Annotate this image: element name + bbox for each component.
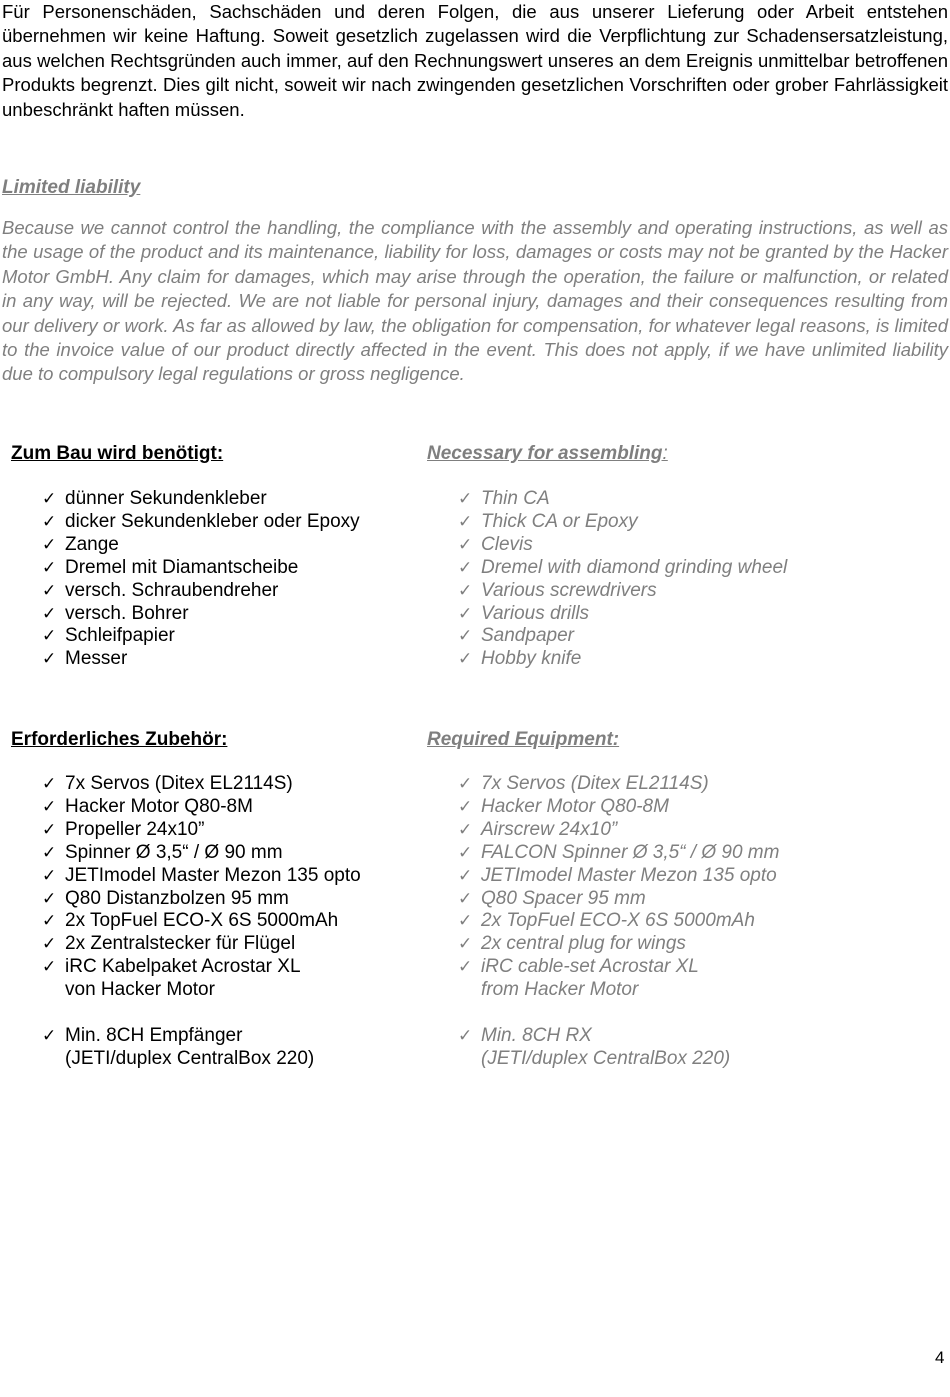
tools-heading-en-suffix: : — [662, 443, 668, 464]
list-item — [0, 956, 361, 1002]
list-item-label: Various screwdrivers — [481, 579, 657, 601]
check-icon: ✓ — [458, 626, 473, 646]
list-item-label: Hacker Motor Q80-8M — [481, 795, 669, 817]
list-item — [416, 933, 779, 956]
list-item-label: Sandpaper — [481, 625, 574, 647]
check-icon: ✓ — [458, 911, 473, 931]
list-item-label: Min. 8CH RX — [481, 1024, 592, 1046]
list-item — [0, 842, 361, 865]
list-item — [416, 534, 787, 557]
list-item-label: Messer — [65, 648, 128, 670]
check-icon: ✓ — [458, 957, 473, 977]
check-icon: ✓ — [458, 865, 473, 885]
limited-liability-paragraph: Because we cannot control the handling, the compliance with the assembly and operating instructions, as well as the usage of the product and its maintenance, liability for loss, damages or costs may not be granted by the Hacker Motor GmbH. Any claim for damages, which may arise through the operation, the failure or malfunction, or related in any way, will be rejected. We are not liable for personal injury, damages and their consequences resulting from our delivery or work. As far as allowed by law, the obligation for compensation, for whatever legal reasons, is limited to the invoice value of our product directly affected in the event. This does not apply, if we have unlimited liability due to compulsory legal regulations or gross negligence. — [2, 217, 948, 385]
check-icon: ✓ — [42, 603, 57, 623]
list-item — [0, 488, 360, 511]
list-item — [0, 534, 360, 557]
list-item-label: FALCON Spinner Ø 3,5“ / Ø 90 mm — [481, 841, 780, 863]
list-item — [0, 557, 360, 580]
check-icon: ✓ — [458, 603, 473, 623]
list-item-label: 2x TopFuel ECO-X 6S 5000mAh — [481, 910, 755, 932]
check-icon: ✓ — [458, 580, 473, 600]
check-icon: ✓ — [458, 796, 473, 816]
check-icon: ✓ — [42, 626, 57, 646]
tools-heading-en — [427, 442, 668, 466]
check-icon: ✓ — [42, 934, 57, 954]
list-item — [416, 796, 779, 819]
check-icon: ✓ — [42, 649, 57, 669]
list-item — [416, 865, 779, 888]
check-icon: ✓ — [42, 511, 57, 531]
list-item — [0, 933, 361, 956]
check-icon: ✓ — [458, 534, 473, 554]
list-item — [416, 773, 779, 796]
list-item-label: Dremel with diamond grinding wheel — [481, 556, 788, 578]
list-item — [416, 648, 787, 671]
check-icon: ✓ — [458, 934, 473, 954]
list-item — [416, 842, 779, 865]
list-item-label: Airscrew 24x10” — [481, 818, 618, 840]
list-item-label-continued: (JETI/duplex CentralBox 220) — [65, 1047, 315, 1069]
check-icon: ✓ — [458, 888, 473, 908]
check-icon: ✓ — [458, 489, 473, 508]
check-icon: ✓ — [42, 774, 57, 793]
equipment-list-de — [0, 773, 361, 1071]
list-item — [0, 511, 360, 534]
check-icon: ✓ — [458, 649, 473, 669]
check-icon: ✓ — [42, 796, 57, 816]
check-icon: ✓ — [42, 865, 57, 885]
list-item — [416, 1025, 779, 1071]
list-item-label: versch. Schraubendreher — [65, 579, 279, 601]
check-icon: ✓ — [42, 819, 57, 839]
list-item — [0, 888, 361, 911]
equipment-list-en — [416, 773, 779, 1071]
list-item-label: 7x Servos (Ditex EL2114S) — [481, 773, 709, 794]
list-item-label: Hacker Motor Q80-8M — [65, 795, 253, 817]
list-item-label: Thin CA — [481, 488, 550, 509]
list-item-label: 2x TopFuel ECO-X 6S 5000mAh — [65, 910, 339, 932]
check-icon: ✓ — [42, 489, 57, 508]
list-item-label: Q80 Distanzbolzen 95 mm — [65, 887, 289, 909]
list-item-label: Spinner Ø 3,5“ / Ø 90 mm — [65, 841, 283, 863]
list-item-label: Schleifpapier — [65, 625, 175, 647]
list-item-label: 2x Zentralstecker für Flügel — [65, 933, 296, 955]
list-item-label: Dremel mit Diamantscheibe — [65, 556, 299, 578]
list-item — [416, 603, 787, 626]
list-item — [0, 796, 361, 819]
list-item-label: dünner Sekundenkleber — [65, 488, 267, 509]
list-item-label: dicker Sekundenkleber oder Epoxy — [65, 510, 360, 532]
check-icon: ✓ — [458, 511, 473, 531]
list-item-label: Min. 8CH Empfänger — [65, 1024, 243, 1046]
list-item-label: Hobby knife — [481, 648, 582, 670]
list-item — [0, 910, 361, 933]
list-item — [416, 557, 787, 580]
list-item — [0, 865, 361, 888]
list-item — [416, 580, 787, 603]
check-icon: ✓ — [42, 557, 57, 577]
check-icon: ✓ — [458, 842, 473, 862]
list-item-label: Zange — [65, 533, 119, 555]
list-item — [0, 625, 360, 648]
check-icon: ✓ — [42, 842, 57, 862]
list-item-label: 2x central plug for wings — [481, 933, 686, 955]
check-icon: ✓ — [458, 774, 473, 793]
check-icon: ✓ — [42, 1025, 57, 1045]
list-item-label: Q80 Spacer 95 mm — [481, 887, 646, 909]
list-item-label: 7x Servos (Ditex EL2114S) — [65, 773, 293, 794]
list-item — [416, 888, 779, 911]
check-icon: ✓ — [42, 888, 57, 908]
list-item — [416, 956, 779, 1002]
list-item — [0, 773, 361, 796]
list-item-label: JETImodel Master Mezon 135 opto — [481, 864, 777, 886]
list-item — [0, 648, 360, 671]
intro-paragraph-de: Für Personenschäden, Sachschäden und deren Folgen, die aus unserer Lieferung oder Arbeit entstehen übernehmen wir keine Haftung. Soweit gesetzlich zugelassen wird die Verpflichtung zur Schadensersatzleistung, aus welchen Rechtsgründen auch immer, auf den Rechnungswert unseres an dem Ereignis unmittelbar betroffenen Produkts begrenzt. Dies gilt nicht, soweit wir nach zwingenden gesetzlichen Vorschriften oder grober Fahrlässigkeit unbeschränkt haften müssen. — [2, 1, 948, 120]
list-item-label: Propeller 24x10” — [65, 818, 205, 840]
list-item — [416, 511, 787, 534]
list-item-label: Thick CA or Epoxy — [481, 510, 638, 532]
list-item-label: iRC cable-set Acrostar XL — [481, 956, 699, 978]
equipment-heading-en: Required Equipment: — [427, 729, 620, 750]
tools-heading-en-text: Necessary for assembling — [427, 443, 663, 464]
list-item — [0, 1025, 361, 1071]
limited-liability-heading: Limited liability — [2, 177, 141, 198]
check-icon: ✓ — [42, 957, 57, 977]
tools-heading-de: Zum Bau wird benötigt: — [11, 443, 224, 464]
check-icon: ✓ — [42, 580, 57, 600]
page-number: 4 — [935, 1348, 945, 1367]
list-item — [0, 580, 360, 603]
check-icon: ✓ — [458, 557, 473, 577]
list-item — [0, 603, 360, 626]
tools-list-de — [0, 488, 360, 671]
tools-list-en — [416, 488, 787, 671]
list-item-label-continued: von Hacker Motor — [65, 979, 215, 1001]
list-item — [416, 819, 779, 842]
list-item — [416, 910, 779, 933]
check-icon: ✓ — [458, 819, 473, 839]
list-item-label: Various drills — [481, 602, 590, 624]
list-item-label: versch. Bohrer — [65, 602, 189, 624]
list-item-label-continued: from Hacker Motor — [481, 979, 639, 1001]
list-item — [416, 488, 787, 511]
list-item-label: JETImodel Master Mezon 135 opto — [65, 864, 361, 886]
list-item-label: Clevis — [481, 533, 533, 555]
check-icon: ✓ — [42, 911, 57, 931]
list-item — [0, 819, 361, 842]
equipment-heading-de: Erforderliches Zubehör: — [11, 729, 228, 750]
list-item — [416, 625, 787, 648]
list-item-label-continued: (JETI/duplex CentralBox 220) — [481, 1047, 731, 1069]
list-item-label: iRC Kabelpaket Acrostar XL — [65, 956, 301, 978]
check-icon: ✓ — [42, 534, 57, 554]
check-icon: ✓ — [458, 1025, 473, 1045]
